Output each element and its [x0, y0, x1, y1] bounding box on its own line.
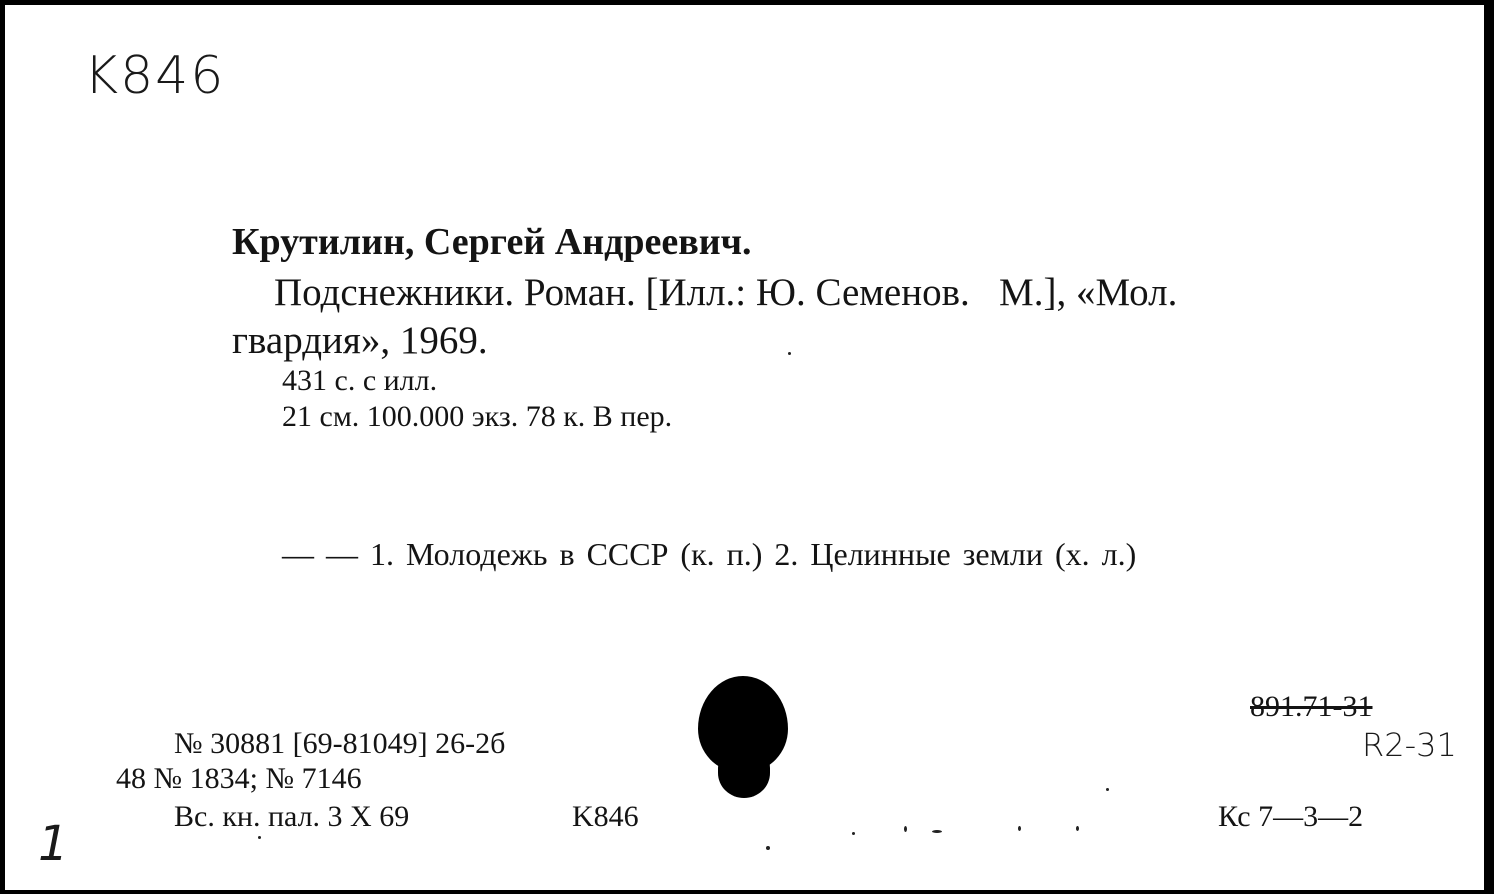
- speck: [258, 836, 261, 839]
- scan-border-bottom: [0, 890, 1494, 894]
- speck: [852, 832, 855, 835]
- ink-blot-tail: [718, 748, 770, 798]
- classification-struck: 891.71-31: [1250, 690, 1373, 723]
- speck: [766, 846, 770, 850]
- scan-border-top: [0, 0, 1494, 5]
- registration-line-3: Вс. кн. пал. 3 X 69: [174, 800, 410, 833]
- speck: [904, 826, 907, 832]
- registration-code: K846: [572, 800, 639, 833]
- handwritten-call-number: K846: [84, 46, 226, 106]
- speck: [932, 830, 942, 833]
- speck: [788, 352, 791, 355]
- subject-headings: — — 1. Молодежь в СССР (к. п.) 2. Целинные земли (х. л.): [282, 536, 1137, 572]
- speck: [1018, 826, 1021, 831]
- registration-line-1: № 30881 [69-81049] 26-2б: [174, 727, 506, 760]
- scan-border-left: [0, 0, 5, 894]
- author-heading: Крутилин, Сергей Андреевич.: [232, 221, 752, 263]
- physical-description: 21 см. 100.000 экз. 78 к. В пер.: [282, 400, 673, 433]
- title-line-1: Подснежники. Роман. [Илл.: Ю. Семенов. М.], «Мол.: [274, 271, 1178, 314]
- registration-line-2: 48 № 1834; № 7146: [116, 762, 362, 795]
- speck: [1106, 788, 1109, 791]
- classification-kc: Кс 7—3—2: [1218, 800, 1364, 833]
- handwritten-mark: 1: [38, 816, 69, 872]
- scan-border-right: [1484, 0, 1494, 894]
- classification-handwritten: R2-31: [1362, 726, 1457, 764]
- title-line-2: гвардия», 1969.: [232, 319, 488, 362]
- speck: [1076, 826, 1079, 831]
- pagination: 431 с. с илл.: [282, 364, 438, 397]
